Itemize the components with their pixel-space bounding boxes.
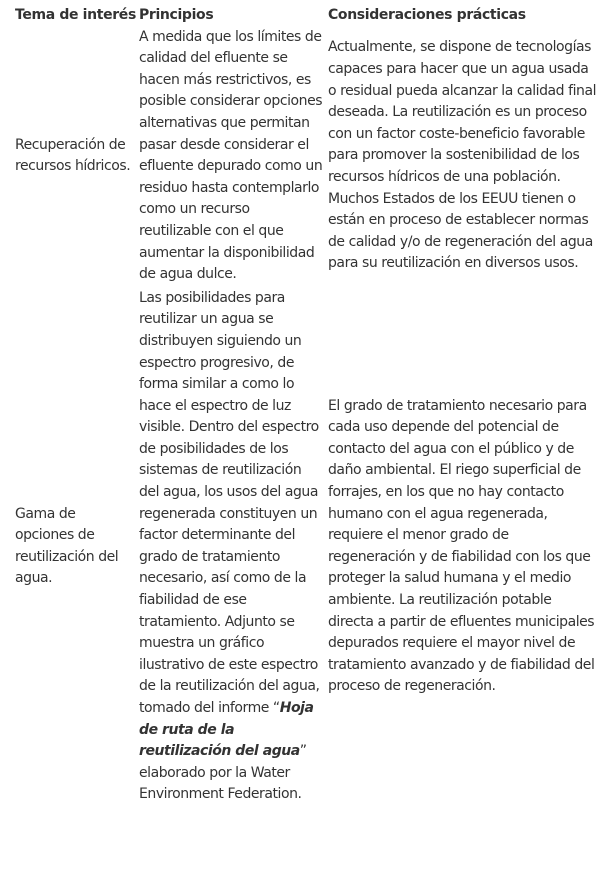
header-considerations: Consideraciones prácticas [328, 7, 526, 23]
principles-text-after: ” elaborado por la Water Environment Federation. [139, 743, 307, 803]
table-row [0, 27, 601, 288]
header-principles: Principios [139, 7, 214, 23]
row-considerations: Actualmente, se dispone de tecnologías capaces para hacer que un agua usada o residual pueda alcanzar la calidad final deseada. La reutilización es un proceso con un factor coste-beneficio favorable para promover la sostenibilidad de los recursos hídricos de una población. Muchos Estados de los EEUU tienen o están en proceso de establecer normas de calidad y/o de regeneración del agua para su reutilización en diversos usos. [328, 39, 597, 272]
table-row [0, 288, 601, 808]
report-title-emphasis: Hoja de ruta de la reutilización del agua [139, 700, 314, 760]
table-header-row [0, 0, 601, 27]
principles-text-before: Las posibilidades para reutilizar un agua se distribuyen siguiendo un espectro progresivo, de forma similar a como lo hace el espectro de luz visible. Dentro del espectro de posibilidades de los sistemas de reutilización del agua, los usos del agua regenerada constituyen un factor determinante del grado de tratamiento necesario, así como de la fiabilidad de ese tratamiento. Adjunto se muestra un gráfico ilustrativo de este espectro de la reutilización del agua, tomado del informe “ [139, 289, 320, 716]
row-considerations: El grado de tratamiento necesario para cada uso depende del potencial de contacto del agua con el público y de daño ambiental. El riego superficial de forrajes, en los que no hay contacto humano con el agua regenerada, requiere el menor grado de regeneración y de fiabilidad con los que proteger la salud humana y el medio ambiente. La reutilización potable directa a partir de efluentes municipales depurados requiere el mayor nivel de tratamiento avanzado y de fiabilidad del proceso de regeneración. [328, 397, 595, 695]
row-principles: A medida que los límites de calidad del efluente se hacen más restrictivos, es posible considerar opciones alternativas que permitan pasar desde considerar el efluente depurado como un residuo hasta contemplarlo como un recurso reutilizable con el que aumentar la disponibilidad de agua dulce. [139, 28, 323, 283]
row-principles [136, 288, 326, 808]
row-topic: Recuperación de recursos hídricos. [15, 136, 131, 175]
header-topic: Tema de interés [15, 7, 136, 23]
row-topic: Gama de opciones de reutilización del agua. [15, 505, 119, 587]
